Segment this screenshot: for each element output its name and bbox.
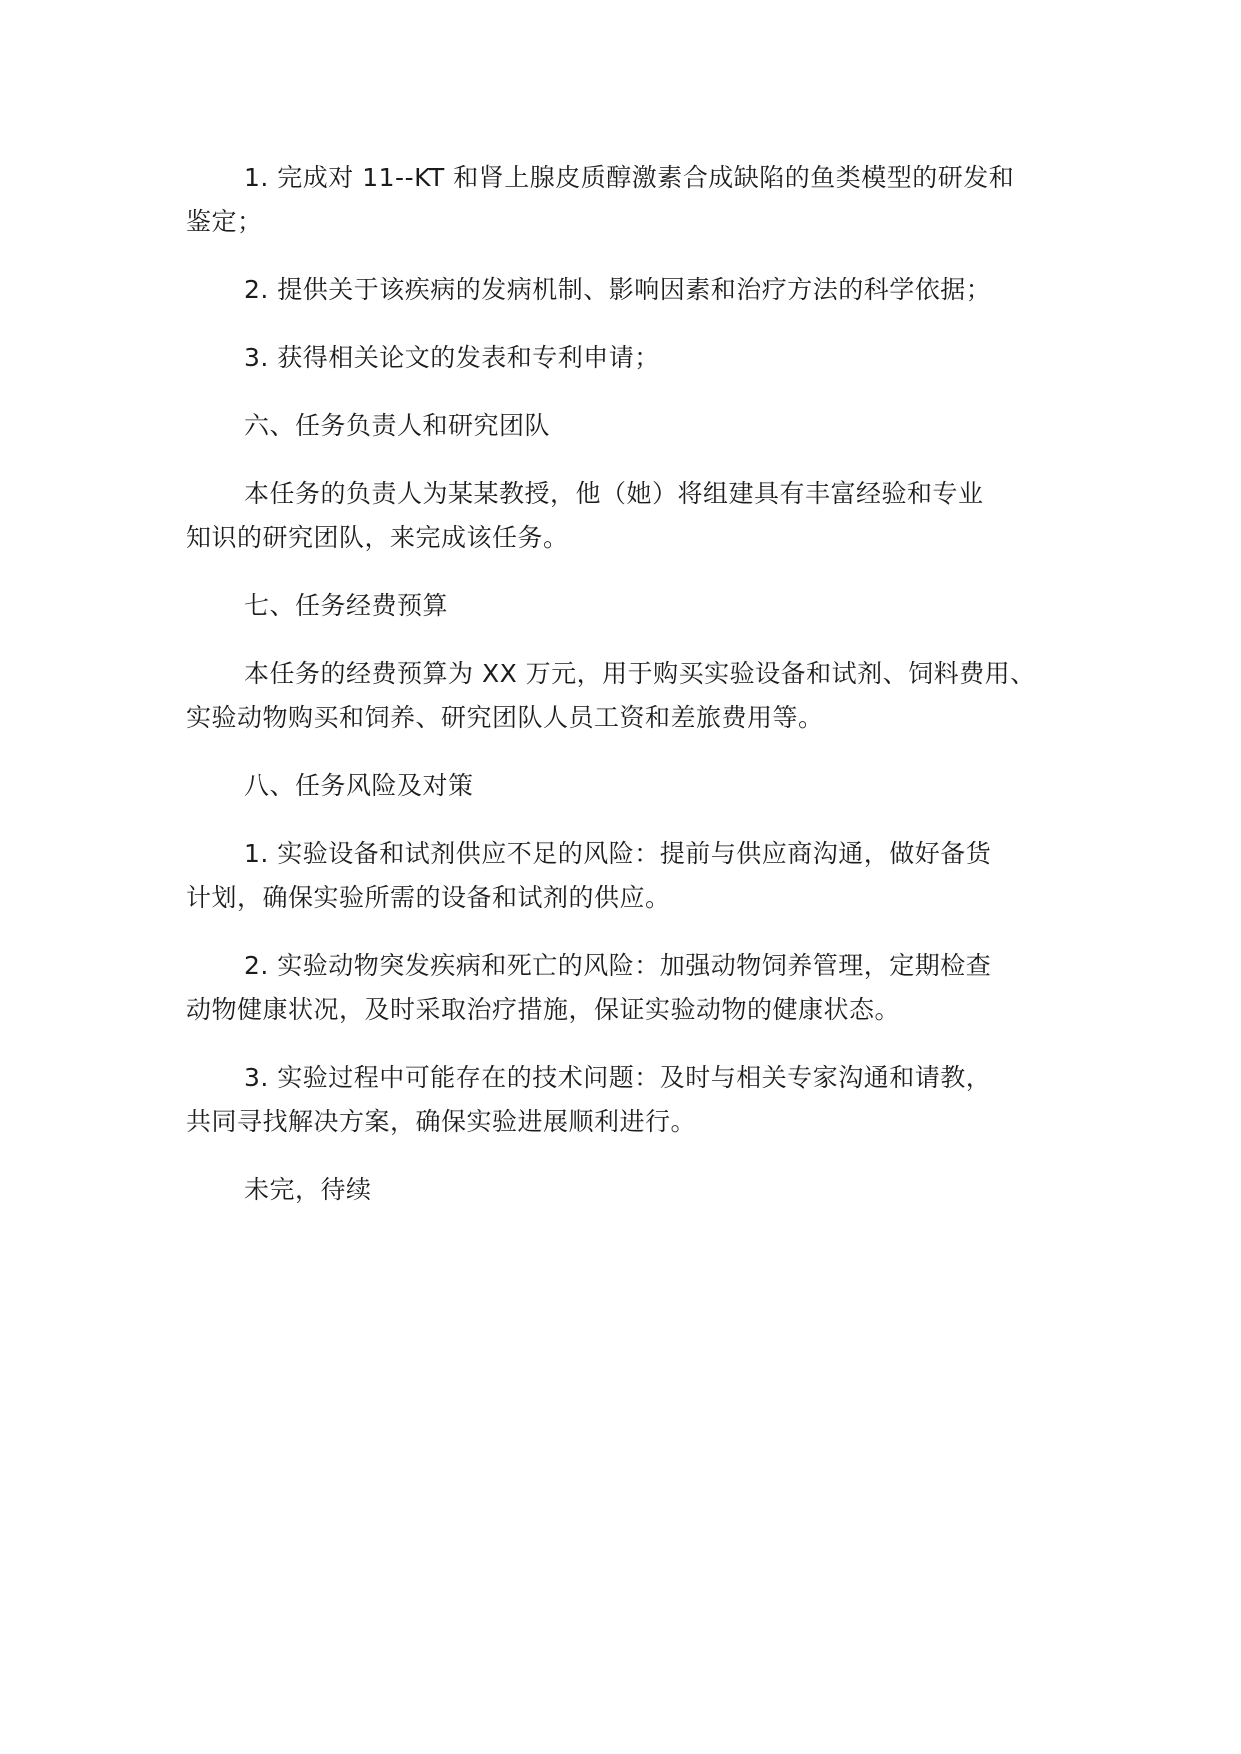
paragraph-line: 鉴定； (186, 207, 263, 236)
paragraph-line: 实验动物购买和饲养、研究团队人员工资和差旅费用等。 (186, 703, 824, 732)
paragraph-line: 1. 实验设备和试剂供应不足的风险：提前与供应商沟通，做好备货 (244, 839, 992, 868)
paragraph-to-be-continued (186, 1168, 1066, 1212)
paragraph-budget (186, 652, 1066, 740)
paragraph-team (186, 472, 1066, 560)
paragraph-outcome-1 (186, 156, 1066, 244)
heading-text: 八、任务风险及对策 (244, 771, 474, 800)
paragraph-line: 动物健康状况，及时采取治疗措施，保证实验动物的健康状态。 (186, 995, 901, 1024)
paragraph-line: 本任务的负责人为某某教授，他（她）将组建具有丰富经验和专业 (244, 479, 984, 508)
paragraph-line: 共同寻找解决方案，确保实验进展顺利进行。 (186, 1107, 697, 1136)
paragraph-line: 计划，确保实验所需的设备和试剂的供应。 (186, 883, 671, 912)
paragraph-line: 2. 实验动物突发疾病和死亡的风险：加强动物饲养管理，定期检查 (244, 951, 992, 980)
section-heading-7 (186, 584, 1066, 628)
paragraph-risk-1 (186, 832, 1066, 920)
paragraph-line: 未完，待续 (244, 1175, 372, 1204)
paragraph-outcome-3 (186, 336, 1066, 380)
paragraph-risk-3 (186, 1056, 1066, 1144)
section-heading-6 (186, 404, 1066, 448)
heading-text: 六、任务负责人和研究团队 (244, 411, 551, 440)
paragraph-line: 3. 实验过程中可能存在的技术问题：及时与相关专家沟通和请教， (244, 1063, 992, 1092)
heading-text: 七、任务经费预算 (244, 591, 449, 620)
paragraph-outcome-2 (186, 268, 1066, 312)
paragraph-line: 本任务的经费预算为 XX 万元，用于购买实验设备和试剂、饲料费用、 (244, 659, 1036, 688)
paragraph-line: 知识的研究团队，来完成该任务。 (186, 523, 569, 552)
paragraph-line: 2. 提供关于该疾病的发病机制、影响因素和治疗方法的科学依据； (244, 275, 992, 304)
paragraph-line: 1. 完成对 11--KT 和肾上腺皮质醇激素合成缺陷的鱼类模型的研发和 (244, 163, 1015, 192)
paragraph-line: 3. 获得相关论文的发表和专利申请； (244, 343, 660, 372)
section-heading-8 (186, 764, 1066, 808)
document-body (186, 156, 1066, 1236)
paragraph-risk-2 (186, 944, 1066, 1032)
